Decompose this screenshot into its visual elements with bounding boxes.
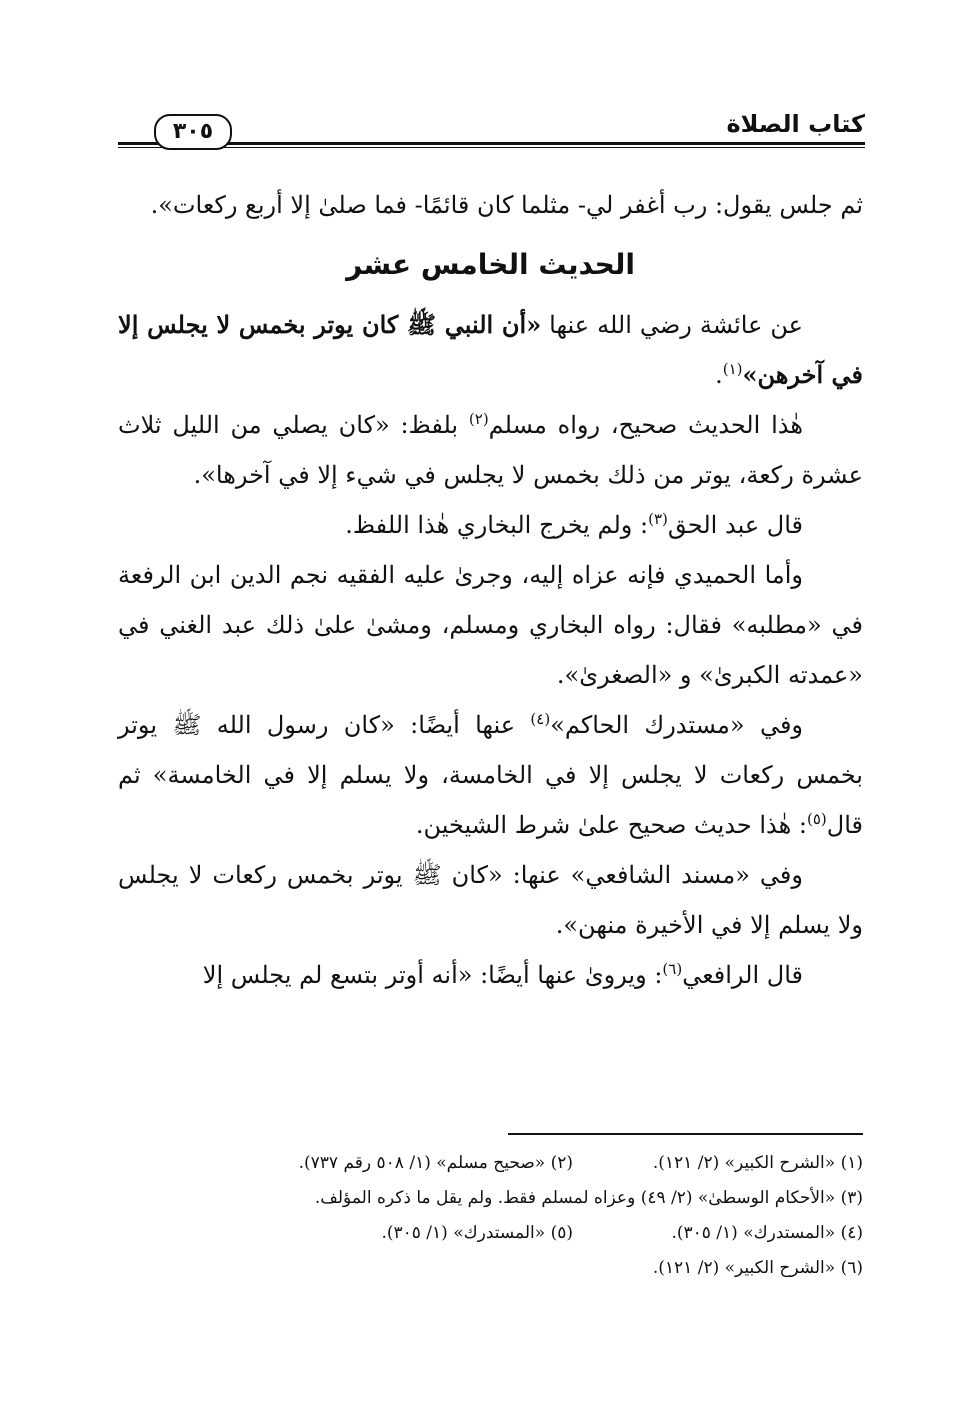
text-span: بلفظ: «كان يصلي من الليل ثلاث عشرة ركعة، يوتر من ذلك بخمس لا يجلس في شيء إلا في آخرها». [118, 411, 863, 489]
hadith-quote: «أن النبي ﷺ كان يوتر بخمس لا يجلس إلا في آخرهن» [118, 310, 863, 389]
footnote-ref-5: (٥) [806, 810, 827, 828]
running-header [118, 108, 865, 158]
footnote-ref-4: (٤) [530, 710, 551, 728]
paragraph [118, 950, 863, 1000]
header-rule [118, 142, 865, 148]
footnote-5: (٥) «المستدرك» (١/ ٣٠٥). [381, 1223, 573, 1243]
footnote-ref-3: (٣) [648, 510, 668, 528]
text-span: عنها أيضًا: «كان رسول الله ﷺ يوتر بخمس ركعات لا يجلس إلا في الخامسة، ولا يسلم إلا في الخامسة» ثم قال [118, 711, 863, 839]
footnotes [118, 1146, 863, 1286]
text-span: . [715, 361, 723, 389]
main-text [118, 180, 863, 1000]
paragraph-continuation: ثم جلس يقول: رب أغفر لي- مثلما كان قائمًا- فما صلىٰ إلا أربع ركعات». [150, 191, 863, 219]
footnote-ref-2: (٢) [468, 410, 489, 428]
footnote-row [118, 1146, 863, 1181]
footnote-row [118, 1216, 863, 1251]
footnote-row [118, 1181, 863, 1216]
paragraph-hadith [118, 300, 863, 400]
paragraph [118, 400, 863, 500]
footnote-6: (٦) «الشرح الكبير» (٢/ ١٢١). [652, 1258, 863, 1278]
footnote-3: (٣) «الأحكام الوسطىٰ» (٢/ ٤٩) وعزاه لمسلم فقط. ولم يقل ما ذكره المؤلف. [314, 1188, 863, 1208]
footnote-ref-1: (١) [722, 360, 743, 378]
text-span: عن عائشة رضي الله عنها [541, 311, 803, 339]
footnote-ref-6: (٦) [662, 960, 683, 978]
paragraph [118, 700, 863, 850]
footnote-4: (٤) «المستدرك» (١/ ٣٠٥). [671, 1223, 863, 1243]
section-heading: الحديث الخامس عشر [346, 248, 635, 281]
text-span: قال الرافعي [682, 961, 803, 989]
footnote-1: (١) «الشرح الكبير» (٢/ ١٢١). [652, 1153, 863, 1173]
text-span: قال عبد الحق [667, 511, 803, 539]
text-span: : ويروىٰ عنها أيضًا: «أنه أوتر بتسع لم يجلس إلا [202, 961, 663, 989]
text-span: : ولم يخرج البخاري هٰذا اللفظ. [345, 511, 649, 539]
paragraph [118, 500, 863, 550]
footnote-2: (٢) «صحيح مسلم» (١/ ٥٠٨ رقم ٧٣٧). [298, 1153, 573, 1173]
text-span: : هٰذا حديث صحيح علىٰ شرط الشيخين. [415, 811, 807, 839]
page-number: ٣٠٥ [154, 114, 232, 150]
book-title: كتاب الصلاة [718, 110, 865, 138]
text-span: وفي «مستدرك الحاكم» [550, 711, 804, 739]
text-span: هٰذا الحديث صحيح، رواه مسلم [488, 411, 803, 439]
footnote-row [118, 1251, 863, 1286]
paragraph: وأما الحميدي فإنه عزاه إليه، وجرىٰ عليه الفقيه نجم الدين ابن الرفعة في «مطلبه» فقال: رواه البخاري ومسلم، ومشىٰ علىٰ ذلك عبد الغني في «عمدته الكبرىٰ» و «الصغرىٰ». [118, 561, 863, 689]
paragraph: وفي «مسند الشافعي» عنها: «كان ﷺ يوتر بخمس ركعات لا يجلس ولا يسلم إلا في الأخيرة منهن». [118, 861, 863, 939]
footnote-separator [508, 1133, 863, 1135]
